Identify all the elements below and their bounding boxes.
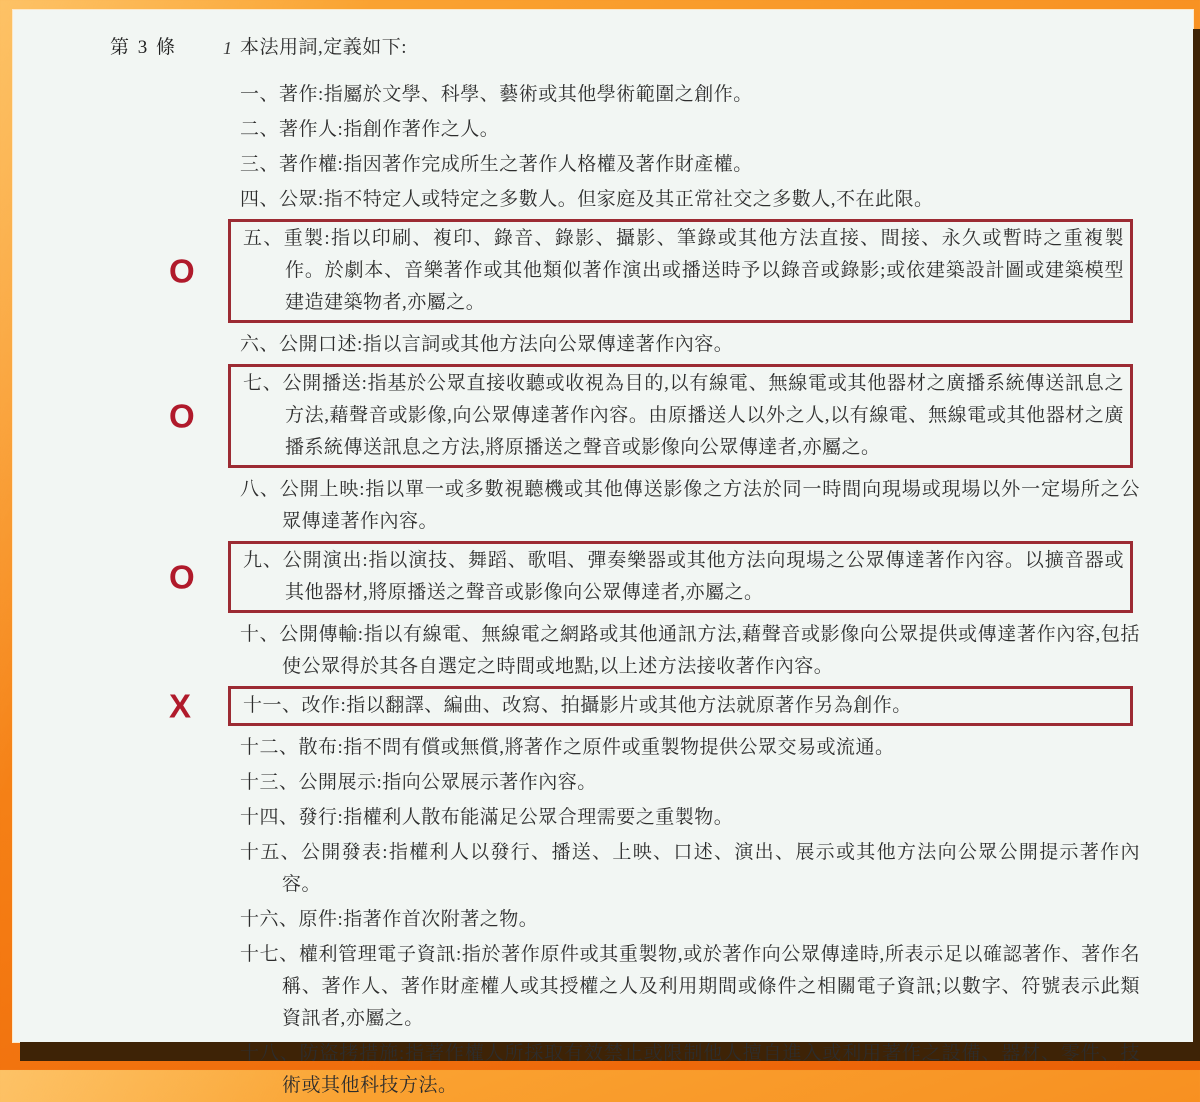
highlight-box: [169, 686, 1133, 726]
pass-mark: O: [169, 558, 195, 596]
definition-item-text: 十七、權利管理電子資訊:指於著作原件或其重製物,或於著作向公眾傳達時,所表示足以確認著作、著作名稱、著作人、著作財產權人或其授權之人及利用期間或條件之相關電子資訊;以數字、符號表示此類資訊者,亦屬之。: [240, 944, 1140, 1029]
highlight-box: [169, 364, 1133, 468]
definition-item-text: 十五、公開發表:指權利人以發行、播送、上映、口述、演出、展示或其他方法向公眾公開提示著作內容。: [240, 842, 1140, 895]
definition-item-text: 十四、發行:指權利人散布能滿足公眾合理需要之重製物。: [240, 807, 734, 828]
definition-item-text: 十六、原件:指著作首次附著之物。: [240, 909, 539, 930]
highlight-box: [169, 541, 1133, 613]
definition-item-text: 十一、改作:指以翻譯、編曲、改寫、拍攝影片或其他方法就原著作另為創作。: [243, 695, 912, 716]
definition-item-text: 四、公眾:指不特定人或特定之多數人。但家庭及其正常社交之多數人,不在此限。: [240, 189, 934, 210]
definition-item-text: 十八、防盜拷措施:指著作權人所採取有效禁止或限制他人擅自進入或利用著作之設備、器材、零件、技術或其他科技方法。: [240, 1043, 1140, 1096]
article-intro-text: 本法用詞,定義如下:: [240, 37, 408, 58]
definition-item-text: 五、重製:指以印刷、複印、錄音、錄影、攝影、筆錄或其他方法直接、間接、永久或暫時之重複製作。於劇本、音樂著作或其他類似著作演出或播送時予以錄音或錄影;或依建築設計圖或建築模型建造建築物者,亦屬之。: [243, 228, 1124, 313]
pass-mark: O: [169, 397, 195, 435]
article-body: [13, 10, 1193, 1096]
definition-item-text: 九、公開演出:指以演技、舞蹈、歌唱、彈奏樂器或其他方法向現場之公眾傳達著作內容。以擴音器或其他器材,將原播送之聲音或影像向公眾傳達者,亦屬之。: [243, 550, 1124, 603]
highlight-box: [169, 219, 1133, 323]
paragraph-number: 1: [223, 38, 233, 58]
article-header: [110, 32, 1140, 64]
definition-item-text: 十二、散布:指不問有償或無償,將著作之原件或重製物提供公眾交易或流通。: [240, 737, 895, 758]
definition-item-text: 三、著作權:指因著作完成所生之著作人格權及著作財產權。: [240, 154, 753, 175]
definition-item-text: 七、公開播送:指基於公眾直接收聽或收視為目的,以有線電、無線電或其他器材之廣播系統傳送訊息之方法,藉聲音或影像,向公眾傳達著作內容。由原播送人以外之人,以有線電、無線電或其他器材之廣播系統傳送訊息之方法,將原播送之聲音或影像向公眾傳達者,亦屬之。: [243, 373, 1124, 458]
definition-item-text: 一、著作:指屬於文學、科學、藝術或其他學術範圍之創作。: [240, 84, 753, 105]
pass-mark: O: [169, 252, 195, 290]
definition-item-text: 六、公開口述:指以言詞或其他方法向公眾傳達著作內容。: [240, 334, 734, 355]
fail-mark: X: [169, 687, 192, 725]
definition-item-text: 十、公開傳輸:指以有線電、無線電之網路或其他通訊方法,藉聲音或影像向公眾提供或傳達著作內容,包括使公眾得於其各自選定之時間或地點,以上述方法接收著作內容。: [240, 624, 1140, 677]
definition-item-text: 十三、公開展示:指向公眾展示著作內容。: [240, 772, 597, 793]
definition-list: [169, 79, 1140, 1102]
definition-item-text: 二、著作人:指創作著作之人。: [240, 119, 500, 140]
definition-item-text: 八、公開上映:指以單一或多數視聽機或其他傳送影像之方法於同一時間向現場或現場以外一定場所之公眾傳達著作內容。: [240, 479, 1140, 532]
document-page: [13, 10, 1193, 1096]
article-number-label: 第 3 條: [110, 37, 178, 58]
